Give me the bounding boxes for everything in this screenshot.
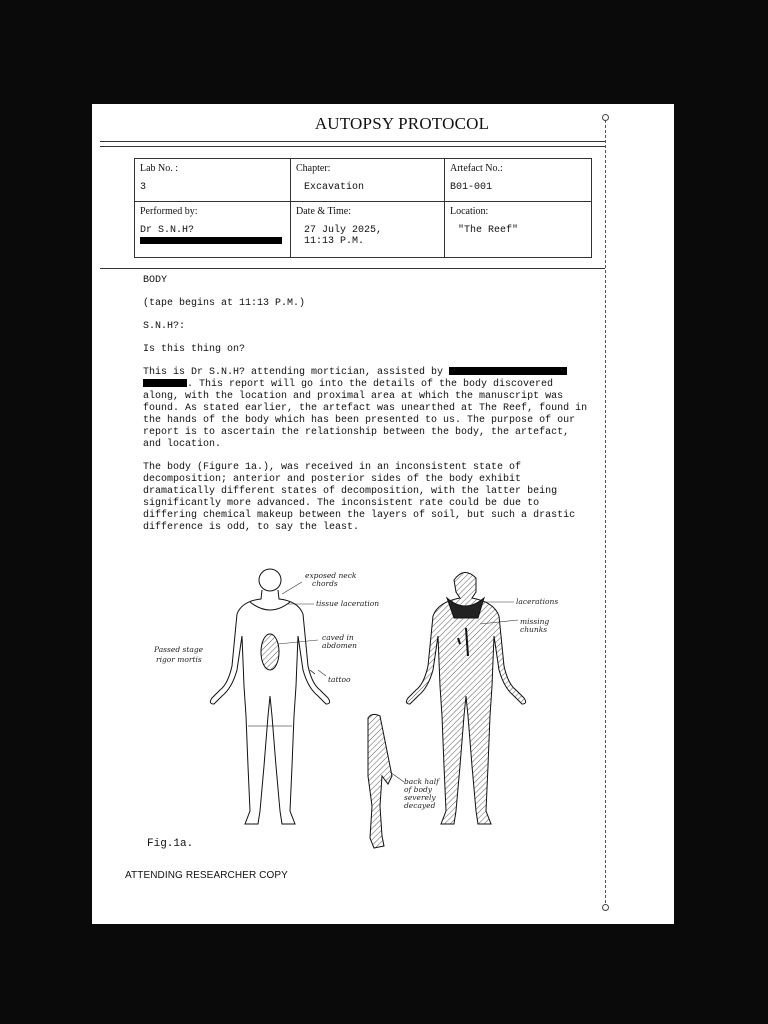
artefact-label: Artefact No.: <box>450 163 503 174</box>
annotation-rigor-mortis: rigor mortis <box>156 655 202 664</box>
datetime-value <box>304 225 439 247</box>
annotation-severely: severely <box>404 793 436 802</box>
annotation-passed-stage: Passed stage <box>154 645 204 654</box>
margin-guide-dot-top <box>602 114 609 121</box>
performed-label: Performed by: <box>140 206 198 218</box>
annotation-of-body: of body <box>404 785 433 794</box>
figure-caption: Fig.1a. <box>147 838 194 850</box>
annotation-chunks: chunks <box>520 625 548 634</box>
lab-no-value: 3 <box>140 182 147 193</box>
datetime-cell <box>291 202 445 258</box>
datetime-label: Date & Time: <box>296 206 352 218</box>
chapter-value: Excavation <box>304 182 365 193</box>
title-rule-bottom <box>100 146 605 147</box>
opening-question: Is this thing on? <box>143 344 246 355</box>
annotation-exposed-neck-2: chords <box>312 579 338 588</box>
location-label: Location: <box>450 206 489 218</box>
info-table <box>134 158 592 258</box>
location-cell <box>445 202 592 258</box>
document-title: AUTOPSY PROTOCOL <box>314 114 490 133</box>
artefact-value: B01-001 <box>450 182 493 193</box>
assistant-redaction-bar <box>449 367 567 375</box>
location-value: "The Reef" <box>458 225 519 237</box>
annotation-decayed: decayed <box>404 801 436 810</box>
margin-guide-line <box>605 120 606 908</box>
report-body <box>143 275 593 545</box>
chapter-label: Chapter: <box>296 163 331 174</box>
datetime-line1: 27 July 2025, <box>304 225 383 237</box>
speaker-label: S.N.H?: <box>143 321 186 332</box>
annotation-tissue-laceration: tissue laceration <box>316 599 380 608</box>
annotation-missing: missing <box>520 617 550 626</box>
paragraph-intro-rest: . This report will go into the details of the body discovered along, with the location and proximal area at which the manuscript was found. As stated earlier, the artefact was unearthed at The Reef, found in the hands of the body which has been presented to us. The purpose of our report is to ascertain the relationship between the body, the artefact, and location. <box>143 379 588 450</box>
chapter-cell <box>291 159 445 202</box>
lateral-body-drawing <box>368 714 392 848</box>
document-page <box>92 104 674 924</box>
performed-cell <box>135 202 291 258</box>
tape-note: (tape begins at 11:13 P.M.) <box>143 298 306 309</box>
body-heading: BODY <box>143 275 168 286</box>
performed-redaction-bar <box>140 237 282 244</box>
footer-copy-label: ATTENDING RESEARCHER COPY <box>125 870 288 881</box>
lab-no-label: Lab No. : <box>140 163 179 174</box>
artefact-cell <box>445 159 592 202</box>
body-diagram-figure <box>142 566 562 866</box>
paragraph-intro-start: This is Dr S.N.H? attending mortician, assisted by <box>143 367 444 378</box>
paragraph-decomposition: The body (Figure 1a.), was received in an inconsistent state of decomposition; anterior and posterior sides of the body exhibit dramatically different states of decomposition, with the latter being significantly more advanced. The inconsistent rate could be due to differing chemical makeup between the layers of soil, but such a drastic difference is odd, to say the least. <box>143 462 576 533</box>
anterior-body-drawing <box>210 569 329 824</box>
annotation-abdomen: abdomen <box>322 641 357 650</box>
annotation-tattoo: tattoo <box>328 675 351 684</box>
annotation-lacerations: lacerations <box>516 597 559 606</box>
lab-no-cell <box>135 159 291 202</box>
paragraph-intro <box>143 367 593 451</box>
table-bottom-rule <box>100 268 605 269</box>
title-rule-top <box>100 141 605 142</box>
performed-value: Dr S.N.H? <box>140 225 195 237</box>
annotation-caved-in: caved in <box>322 633 354 642</box>
annotation-back-half: back half <box>404 777 439 786</box>
annotation-exposed-neck: exposed neck <box>305 571 357 580</box>
margin-guide-dot-bottom <box>602 904 609 911</box>
datetime-line2: 11:13 P.M. <box>304 236 365 248</box>
assistant-redaction-bar-2 <box>143 379 187 387</box>
